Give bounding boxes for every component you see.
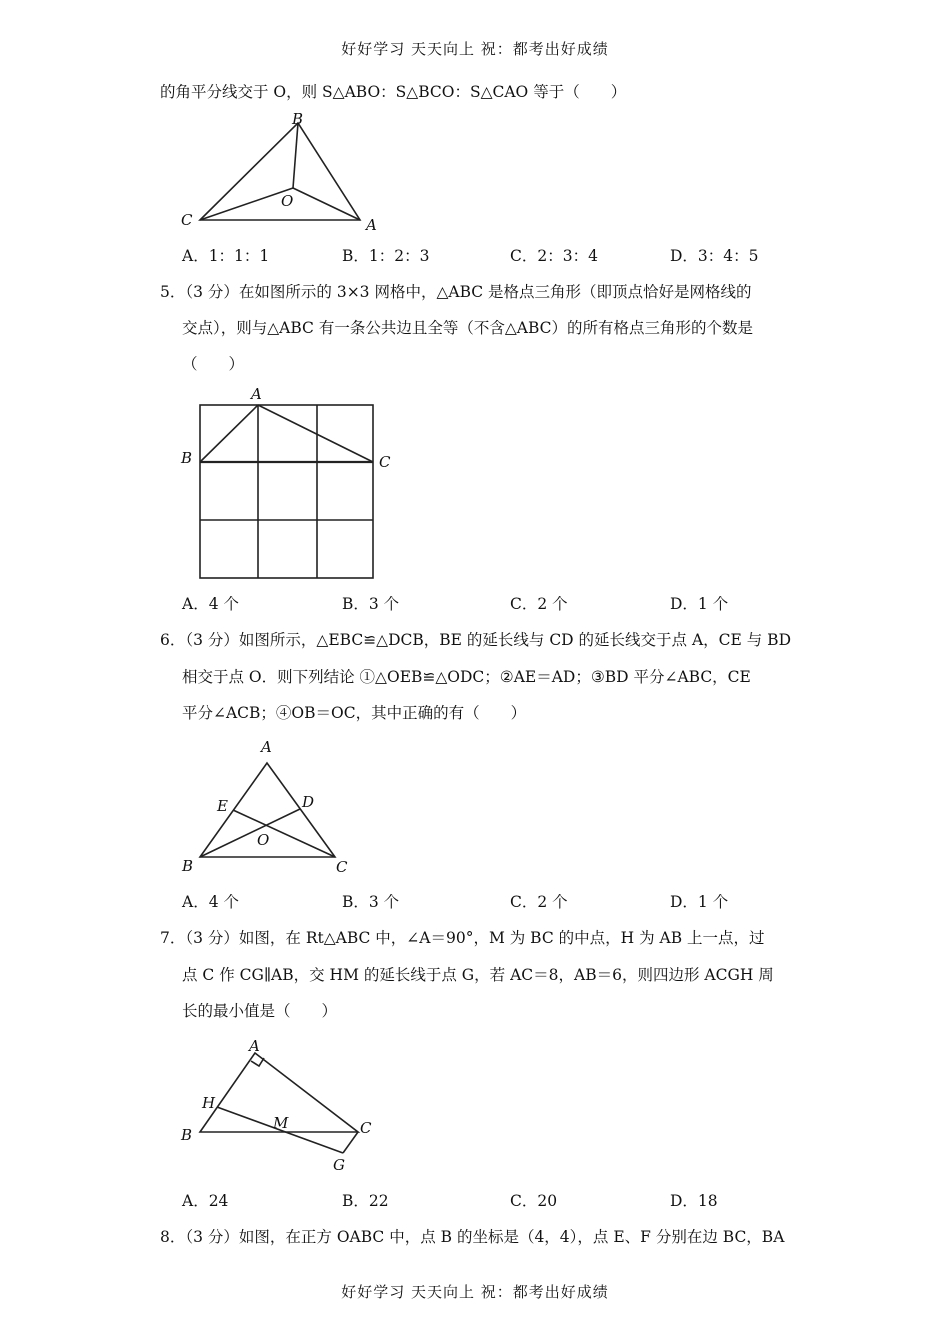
q7-line-1: 7．（3 分）如图，在 Rt△ABC 中，∠A＝90°，M 为 BC 的中点，H 为 AB 上一点，过 bbox=[160, 929, 765, 947]
q4-bisector-co bbox=[200, 188, 293, 220]
q5-option-d[interactable]: D．1 个 bbox=[670, 595, 729, 613]
q6-line-3: 平分∠ACB；④OB＝OC，其中正确的有（ ） bbox=[182, 704, 527, 722]
q8-line-1: 8．（3 分）如图，在正方 OABC 中，点 B 的坐标是（4，4），点 E、F 分别在边 BC，BA bbox=[160, 1228, 785, 1246]
q5-side-ac bbox=[258, 405, 373, 462]
q5-grid-border bbox=[200, 405, 373, 578]
q6-label-e: E bbox=[217, 797, 228, 815]
q6-label-b: B bbox=[182, 857, 194, 875]
q7-label-c: C bbox=[360, 1119, 372, 1137]
q4-triangle-figure bbox=[175, 108, 395, 233]
q4-triangle bbox=[200, 123, 360, 220]
q6-segment-be-cd bbox=[200, 809, 300, 857]
q7-triangle-figure bbox=[175, 1035, 385, 1175]
page-header: 好好学习 天天向上 祝：都考出好成绩 bbox=[341, 40, 609, 58]
q5-option-c[interactable]: C．2 个 bbox=[510, 595, 568, 613]
q5-line-3: （ ） bbox=[182, 355, 245, 373]
q6-label-a: A bbox=[261, 738, 272, 756]
q4-option-c[interactable]: C．2：3：4 bbox=[510, 247, 598, 265]
q6-label-d: D bbox=[302, 793, 315, 811]
q6-option-c[interactable]: C．2 个 bbox=[510, 893, 568, 911]
q5-grid-figure bbox=[175, 383, 405, 583]
q7-label-b: B bbox=[181, 1126, 193, 1144]
q5-option-b[interactable]: B．3 个 bbox=[342, 595, 400, 613]
q5-label-c: C bbox=[379, 453, 391, 471]
q7-line-2: 点 C 作 CG∥AB，交 HM 的延长线于点 G，若 AC＝8，AB＝6，则四边形 ACGH 周 bbox=[182, 966, 774, 984]
q7-option-d[interactable]: D．18 bbox=[670, 1192, 718, 1210]
q4-bisector-bo bbox=[293, 123, 298, 188]
q5-line-2: 交点），则与△ABC 有一条公共边且全等（不含△ABC）的所有格点三角形的个数是 bbox=[182, 319, 753, 337]
q4-option-a[interactable]: A．1：1：1 bbox=[182, 247, 270, 265]
q5-label-b: B bbox=[181, 449, 193, 467]
q7-label-a: A bbox=[249, 1037, 260, 1055]
q4-label-o: O bbox=[281, 192, 294, 210]
q6-label-o: O bbox=[257, 831, 270, 849]
q7-option-a[interactable]: A．24 bbox=[182, 1192, 229, 1210]
q6-option-a[interactable]: A．4 个 bbox=[182, 893, 239, 911]
q4-text: 的角平分线交于 O，则 S△ABO：S△BCO：S△CAO 等于（ ） bbox=[160, 83, 627, 101]
q4-option-d[interactable]: D．3：4：5 bbox=[670, 247, 759, 265]
q6-line-2: 相交于点 O．则下列结论 ①△OEB≌△ODC；②AE＝AD；③BD 平分∠ABC，CE bbox=[182, 668, 751, 686]
q4-label-c: C bbox=[181, 211, 193, 229]
q5-label-a: A bbox=[251, 385, 262, 403]
q5-line-1: 5．（3 分）在如图所示的 3×3 网格中，△ABC 是格点三角形（即顶点恰好是网格线的 bbox=[160, 283, 752, 301]
q6-option-d[interactable]: D．1 个 bbox=[670, 893, 729, 911]
q4-label-b: B bbox=[292, 110, 304, 128]
q7-label-h: H bbox=[202, 1094, 216, 1112]
q4-label-a: A bbox=[366, 216, 377, 234]
q4-option-b[interactable]: B．1：2：3 bbox=[342, 247, 430, 265]
q6-line-1: 6．（3 分）如图所示，△EBC≌△DCB，BE 的延长线与 CD 的延长线交于点 A，CE 与 BD bbox=[160, 631, 791, 649]
q7-label-m: M bbox=[273, 1114, 289, 1132]
q7-line-3: 长的最小值是（ ） bbox=[182, 1002, 338, 1020]
q7-label-g: G bbox=[333, 1156, 345, 1174]
q7-option-c[interactable]: C．20 bbox=[510, 1192, 558, 1210]
q6-option-b[interactable]: B．3 个 bbox=[342, 893, 400, 911]
q5-side-ab bbox=[200, 405, 258, 462]
q6-triangle-figure bbox=[175, 735, 365, 880]
q6-label-c: C bbox=[336, 858, 348, 876]
q7-segment-cg bbox=[343, 1132, 358, 1153]
q5-option-a[interactable]: A．4 个 bbox=[182, 595, 239, 613]
q7-option-b[interactable]: B．22 bbox=[342, 1192, 389, 1210]
page-footer: 好好学习 天天向上 祝：都考出好成绩 bbox=[341, 1283, 609, 1301]
